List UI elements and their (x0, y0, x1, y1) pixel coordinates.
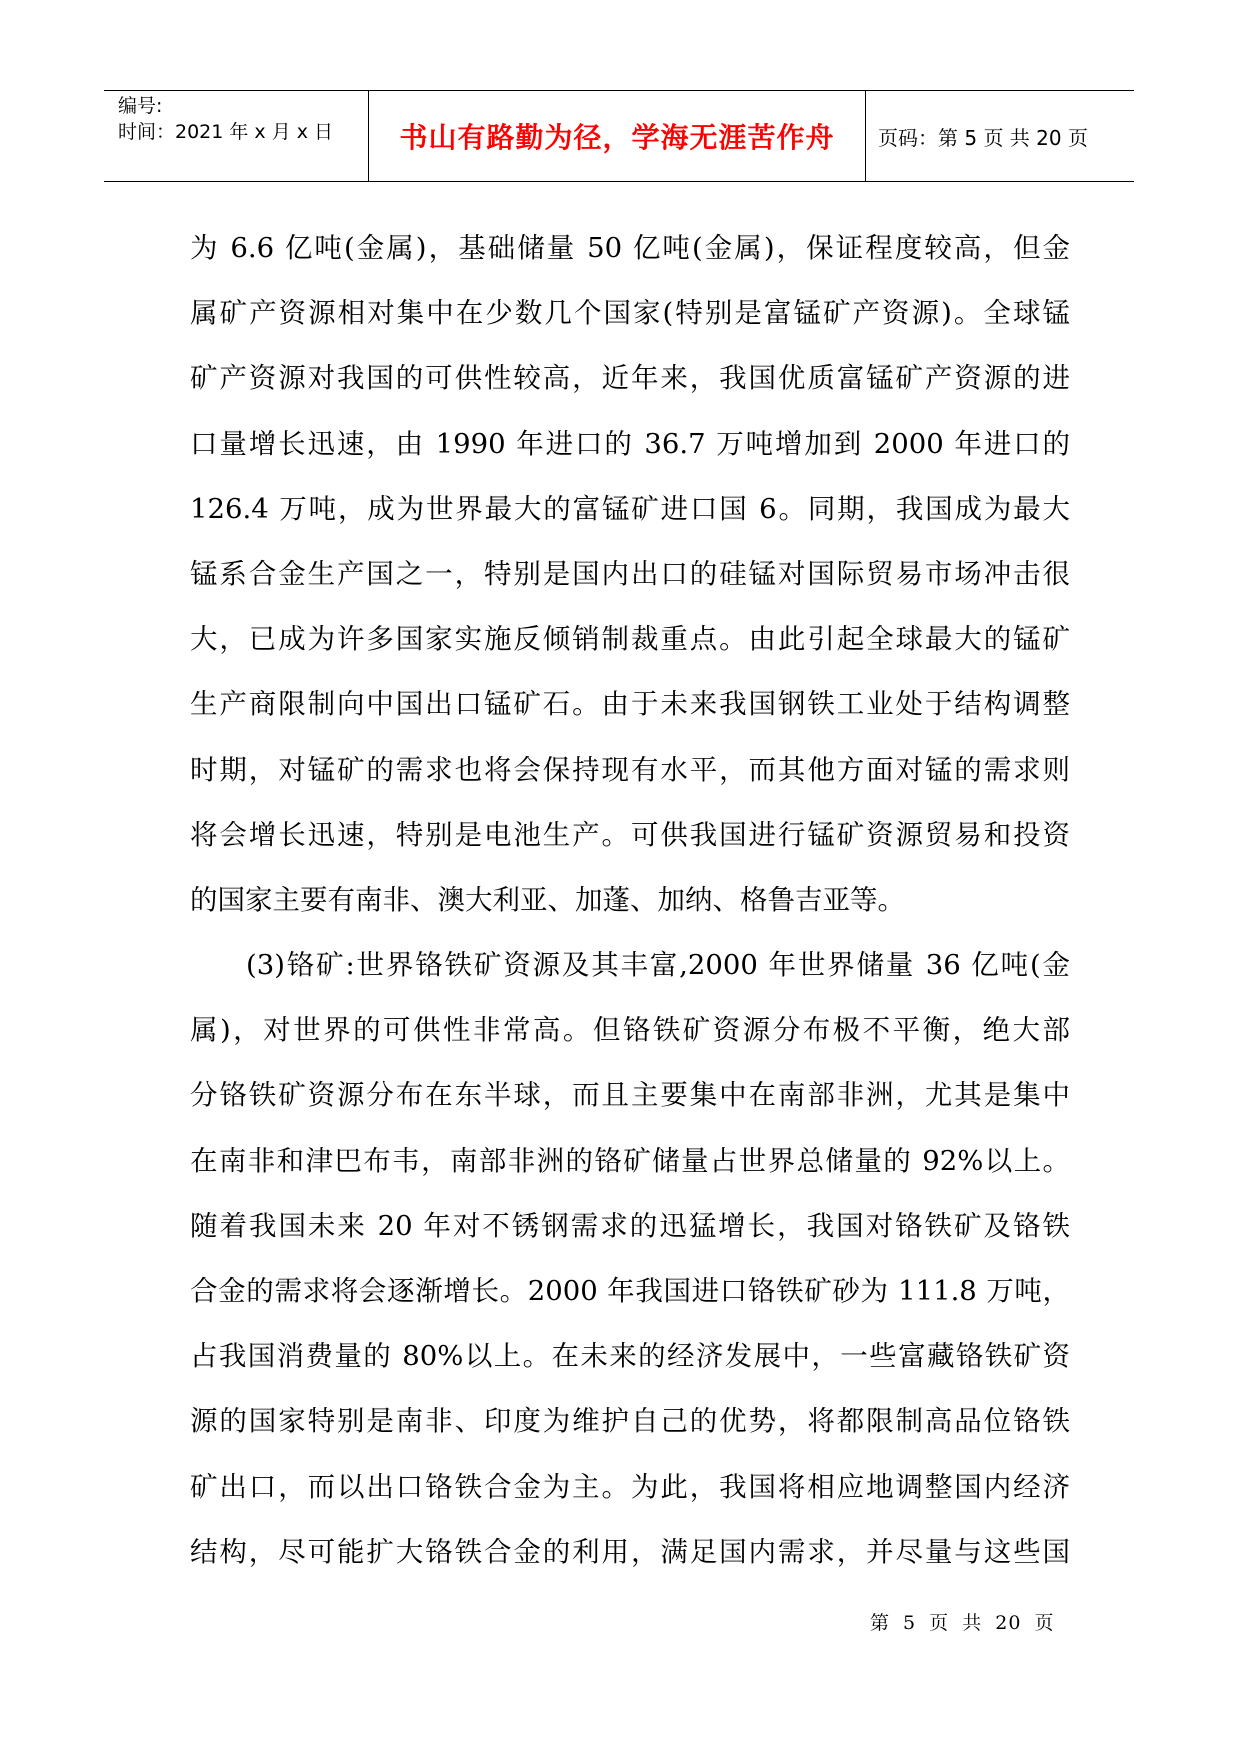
body-line: 矿产资源对我国的可供性较高，近年来，我国优质富锰矿产资源的进 (190, 362, 1070, 395)
header-motto: 书山有路勤为径，学海无涯苦作舟 (369, 91, 866, 181)
body-line: 结构，尽可能扩大铬铁合金的利用，满足国内需求，并尽量与这些国 (190, 1535, 1070, 1568)
body-line: 矿出口，而以出口铬铁合金为主。为此，我国将相应地调整国内经济 (190, 1470, 1070, 1503)
body-line: 源的国家特别是南非、印度为维护自己的优势，将都限制高品位铬铁 (190, 1405, 1070, 1438)
body-line: 占我国消费量的 80%以上。在未来的经济发展中，一些富藏铬铁矿资 (190, 1340, 1070, 1373)
body-line: 锰系合金生产国之一，特别是国内出口的硅锰对国际贸易市场冲击很 (190, 557, 1070, 590)
body-line: 属矿产资源相对集中在少数几个国家(特别是富锰矿产资源)。全球锰 (190, 297, 1070, 330)
header-meta (104, 91, 369, 181)
body-line: 生产商限制向中国出口锰矿石。由于未来我国钢铁工业处于结构调整 (190, 688, 1070, 721)
body-line: 为 6.6 亿吨(金属)，基础储量 50 亿吨(金属)，保证程度较高，但金 (190, 232, 1070, 264)
page-footer: 第 5 页 共 20 页 (870, 1612, 1055, 1634)
body-line: 大，已成为许多国家实施反倾销制裁重点。由此引起全球最大的锰矿 (190, 623, 1070, 656)
document-number-label: 编号: (118, 95, 163, 117)
body-line: 时期，对锰矿的需求也将会保持现有水平，而其他方面对锰的需求则 (190, 753, 1070, 786)
page-header (104, 90, 1134, 182)
body-line: 在南非和津巴布韦，南部非洲的铬矿储量占世界总储量的 92%以上。 (190, 1144, 1070, 1177)
body-line: 随着我国未来 20 年对不锈钢需求的迅猛增长，我国对铬铁矿及铬铁 (190, 1209, 1070, 1242)
document-time-label: 时间：2021 年 x 月 x 日 (118, 121, 334, 143)
body-line: 分铬铁矿资源分布在东半球，而且主要集中在南部非洲，尤其是集中 (190, 1079, 1070, 1112)
body-line: 口量增长迅速，由 1990 年进口的 36.7 万吨增加到 2000 年进口的 (190, 427, 1070, 460)
body-line: (3)铬矿:世界铬铁矿资源及其丰富,2000 年世界储量 36 亿吨(金 (246, 949, 1070, 982)
body-line: 将会增长迅速，特别是电池生产。可供我国进行锰矿资源贸易和投资 (190, 818, 1070, 851)
body-line: 的国家主要有南非、澳大利亚、加蓬、加纳、格鲁吉亚等。 (190, 883, 905, 916)
body-line: 合金的需求将会逐渐增长。2000 年我国进口铬铁矿砂为 111.8 万吨， (190, 1275, 1070, 1307)
header-page-code: 页码：第 5 页 共 20 页 (878, 125, 1088, 150)
body-line: 属)，对世界的可供性非常高。但铬铁矿资源分布极不平衡，绝大部 (190, 1014, 1070, 1047)
document-body (190, 216, 1070, 1585)
body-line: 126.4 万吨，成为世界最大的富锰矿进口国 6。同期，我国成为最大 (190, 492, 1070, 525)
